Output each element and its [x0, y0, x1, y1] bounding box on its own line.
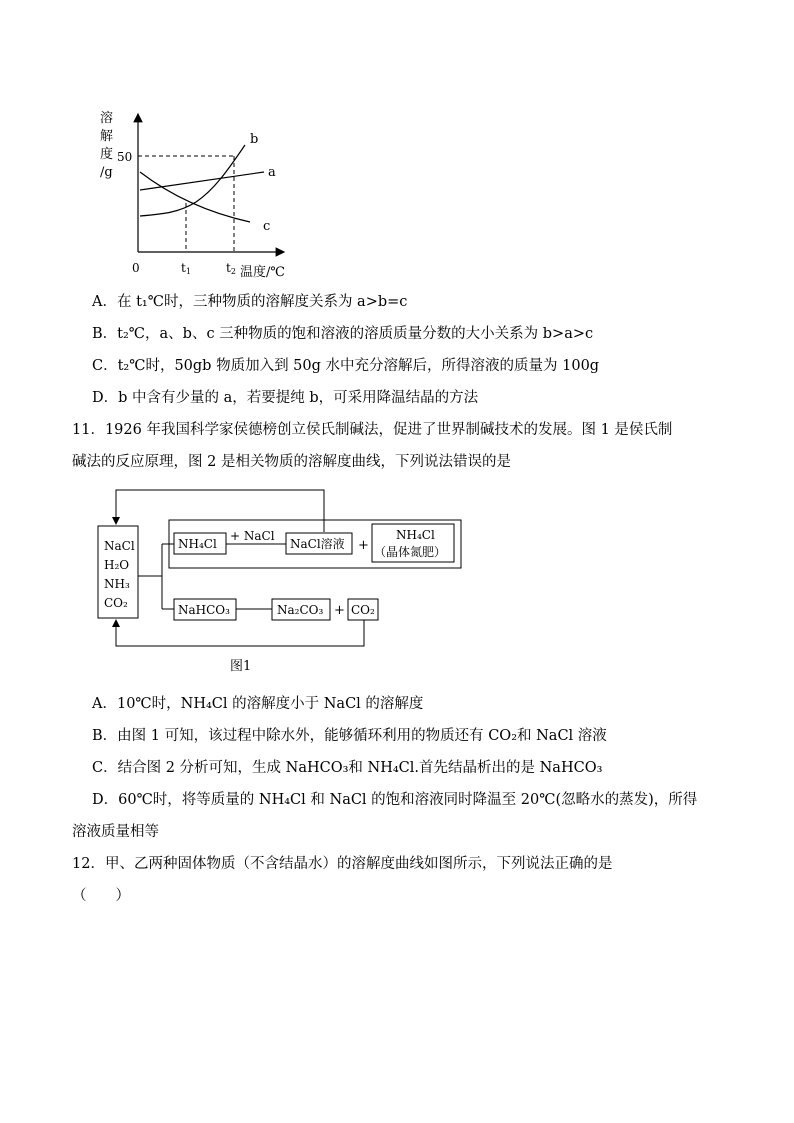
q10-option-d: D．b 中含有少量的 a，若要提纯 b，可采用降温结晶的方法	[92, 390, 479, 406]
nahco3-label: NaHCO₃	[178, 603, 230, 617]
plus-sign-2: +	[334, 603, 345, 618]
flow-diagram	[0, 480, 794, 680]
q10-option-b: B．t₂℃，a、b、c 三种物质的饱和溶液的溶质质量分数的大小关系为 b>a>c	[92, 326, 594, 342]
y-axis-label-char: 度	[100, 147, 114, 162]
nacl-solution-label: NaCl溶液	[290, 537, 345, 551]
curve-label-b: b	[250, 132, 259, 147]
origin-label: 0	[132, 261, 140, 275]
plus-sign: +	[358, 538, 369, 553]
reactant-co2: CO₂	[104, 596, 128, 610]
reactant-nacl: NaCl	[104, 539, 135, 553]
q11-option-b: B．由图 1 可知，该过程中除水外，能够循环利用的物质还有 CO₂和 NaCl 溶液	[92, 728, 607, 744]
plus-nacl-label: + NaCl	[230, 529, 275, 543]
y-tick-label: 50	[117, 150, 133, 164]
reactant-nh3: NH₃	[104, 577, 130, 591]
y-axis-label-char: 解	[100, 129, 114, 144]
na2co3-label: Na₂CO₃	[277, 603, 324, 617]
q11-option-d-line1: D．60℃时，将等质量的 NH₄Cl 和 NaCl 的饱和溶液同时降温至 20℃(忽略水的蒸发)，所得	[92, 792, 698, 808]
q12-answer-blank: （ ）	[72, 888, 130, 904]
solubility-graph	[0, 0, 794, 290]
curve-a	[140, 172, 264, 190]
product-formula: NH₄Cl	[396, 528, 435, 542]
q12-stem: 12．甲、乙两种固体物质（不含结晶水）的溶解度曲线如图所示，下列说法正确的是	[72, 856, 613, 872]
product-note: （晶体氮肥）	[374, 545, 447, 559]
t2-label: t2	[226, 261, 236, 276]
reactant-h2o: H₂O	[104, 558, 130, 572]
t1-label: t1	[181, 261, 191, 276]
curve-label-c: c	[263, 219, 271, 234]
curve-label-a: a	[268, 165, 276, 180]
x-axis-label: 温度/℃	[240, 265, 285, 280]
y-axis-label-char: 溶	[100, 111, 114, 126]
nh4cl-label: NH₄Cl	[178, 537, 217, 551]
recycle-arrow-top	[116, 490, 324, 532]
q11-option-c: C．结合图 2 分析可知，生成 NaHCO₃和 NH₄Cl.首先结晶析出的是 NaHCO₃	[92, 760, 603, 776]
figure-caption: 图1	[230, 659, 252, 674]
q11-option-a: A．10℃时，NH₄Cl 的溶解度小于 NaCl 的溶解度	[92, 696, 424, 712]
co2-label: CO₂	[351, 603, 375, 617]
q11-option-d-line2: 溶液质量相等	[72, 824, 159, 840]
q11-stem-line1: 11．1926 年我国科学家侯德榜创立侯氏制碱法，促进了世界制碱技术的发展。图 1 是侯氏制	[72, 422, 673, 438]
q10-option-a: A．在 t₁℃时，三种物质的溶解度关系为 a>b=c	[92, 294, 408, 310]
q10-option-c: C．t₂℃时，50gb 物质加入到 50g 水中充分溶解后，所得溶液的质量为 100g	[92, 358, 600, 374]
q11-stem-line2: 碱法的反应原理，图 2 是相关物质的溶解度曲线，下列说法错误的是	[72, 454, 511, 470]
y-axis-label-char: /g	[100, 165, 113, 180]
recycle-arrow-bottom	[116, 620, 364, 646]
